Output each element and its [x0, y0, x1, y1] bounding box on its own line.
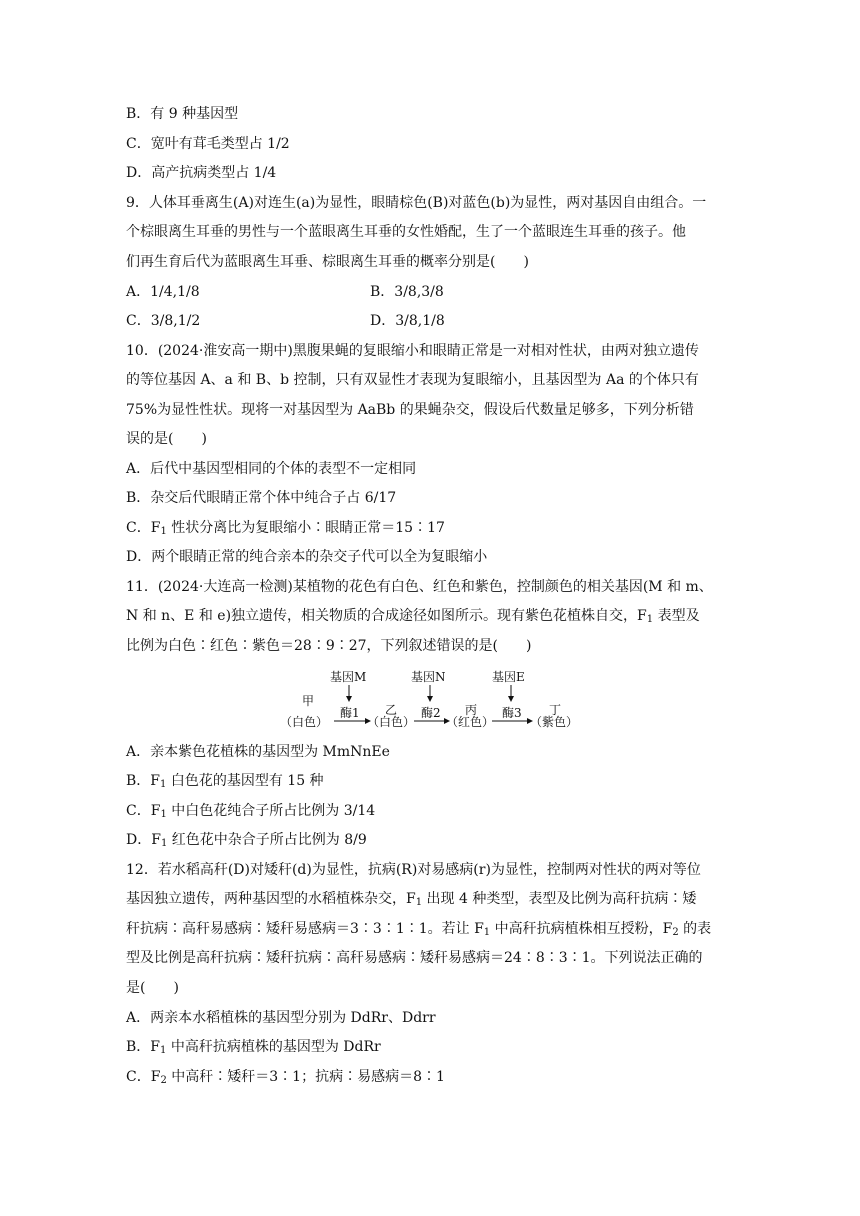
q10-stem-line2: 的等位基因 A、a 和 B、b 控制，只有双显性才表现为复眼缩小，且基因型为 Aa 的个体只有 [126, 372, 699, 388]
q10-stem-line4: 误的是( ) [126, 431, 207, 447]
q11-option-d: D．$F_1$ 红色花中杂合子所占比例为 8/9 [126, 832, 367, 849]
color-white-1: （白色） [280, 715, 329, 729]
q11-stem-line2: N 和 n、E 和 e)独立遗传，相关物质的合成途径如图所示。现有紫色花植株自交，$F_1$ 表型及 [126, 608, 700, 625]
color-purple: （紫色） [530, 715, 579, 729]
q10-option-d: D．两个眼睛正常的纯合亲本的杂交子代可以全为复眼缩小 [126, 549, 488, 565]
q10-stem-line1: 10．(2024·淮安高一期中)黑腹果蝇的复眼缩小和眼睛正常是一对相对性状，由两对独立遗传 [126, 343, 699, 359]
gene-e-label: 基因E [492, 670, 525, 684]
q9-option-c: C．3/8,1/2 [126, 313, 201, 329]
q9-stem-line3: 们再生育后代为蓝眼离生耳垂、棕眼离生耳垂的概率分别是( ) [126, 254, 529, 270]
q10-option-a: A．后代中基因型相同的个体的表型不一定相同 [126, 461, 417, 477]
q9-option-b: B．3/8,3/8 [370, 284, 444, 300]
q8-option-b: B．有 9 种基因型 [126, 106, 239, 122]
q12-stem-line4: 型及比例是高秆抗病∶矮秆抗病∶高秆易感病∶矮秆易感病＝24∶8∶3∶1。下列说法正确的 [126, 950, 703, 966]
q11-stem-line3: 比例为白色∶红色∶紫色＝28∶9∶27，下列叙述错误的是( ) [126, 638, 532, 654]
q12-option-b: B．$F_1$ 中高秆抗病植株的基因型为 DdRr [126, 1039, 381, 1056]
q11-stem-line1: 11．(2024·大连高一检测)某植物的花色有白色、红色和紫色，控制颜色的相关基因(M 和 m、 [126, 579, 713, 595]
q12-stem-line5: 是( ) [126, 980, 179, 996]
gene-m-label: 基因M [330, 670, 367, 684]
enzyme-2-label: 酶2 [421, 706, 441, 720]
q11-option-a: A．亲本紫色花植株的基因型为 MmNnEe [126, 744, 390, 760]
q8-option-d: D．高产抗病类型占 1/4 [126, 165, 277, 181]
substance-bing: 丙 [465, 703, 478, 717]
synthesis-pathway-diagram [278, 668, 598, 736]
substance-ding: 丁 [549, 703, 562, 717]
gene-n-label: 基因N [411, 670, 446, 684]
substance-yi: 乙 [385, 703, 398, 717]
q11-option-c: C．$F_1$ 中白色花纯合子所占比例为 3/14 [126, 803, 376, 820]
color-white-2: （白色） [367, 715, 416, 729]
q12-option-a: A．两亲本水稻植株的基因型分别为 DdRr、Ddrr [126, 1010, 436, 1026]
q10-option-c: C．$F_1$ 性状分离比为复眼缩小∶眼睛正常＝15∶17 [126, 520, 445, 537]
q10-option-b: B．杂交后代眼睛正常个体中纯合子占 6/17 [126, 490, 397, 506]
q8-option-c: C．宽叶有茸毛类型占 1/2 [126, 136, 290, 152]
enzyme-3-label: 酶3 [502, 706, 522, 720]
enzyme-1-label: 酶1 [340, 706, 360, 720]
q11-option-b: B．$F_1$ 白色花的基因型有 15 种 [126, 773, 324, 790]
substance-jia: 甲 [302, 694, 315, 708]
q12-stem-line2: 基因独立遗传，两种基因型的水稻植株杂交，$F_1$ 出现 4 种类型，表型及比例为高秆抗病∶矮 [126, 891, 697, 908]
q9-option-a: A．1/4,1/8 [126, 284, 200, 300]
color-red: （红色） [446, 715, 495, 729]
q9-option-d: D．3/8,1/8 [370, 313, 445, 329]
q12-stem-line3: 秆抗病∶高秆易感病∶矮秆易感病＝3∶3∶1∶1。若让 $F_1$ 中高秆抗病植株相互授粉，$F_2$ 的表 [126, 921, 712, 938]
q12-option-c: C．$F_2$ 中高秆∶矮秆＝3∶1；抗病∶易感病＝8∶1 [126, 1069, 445, 1086]
q9-stem-line1: 9．人体耳垂离生(A)对连生(a)为显性，眼睛棕色(B)对蓝色(b)为显性，两对基因自由组合。一 [126, 195, 707, 211]
q9-stem-line2: 个棕眼离生耳垂的男性与一个蓝眼离生耳垂的女性婚配，生了一个蓝眼连生耳垂的孩子。他 [126, 224, 686, 240]
q10-stem-line3: 75%为显性性状。现将一对基因型为 AaBb 的果蝇杂交，假设后代数量足够多，下列分析错 [126, 402, 694, 418]
q12-stem-line1: 12．若水稻高秆(D)对矮秆(d)为显性，抗病(R)对易感病(r)为显性，控制两对性状的两对等位 [126, 862, 701, 878]
